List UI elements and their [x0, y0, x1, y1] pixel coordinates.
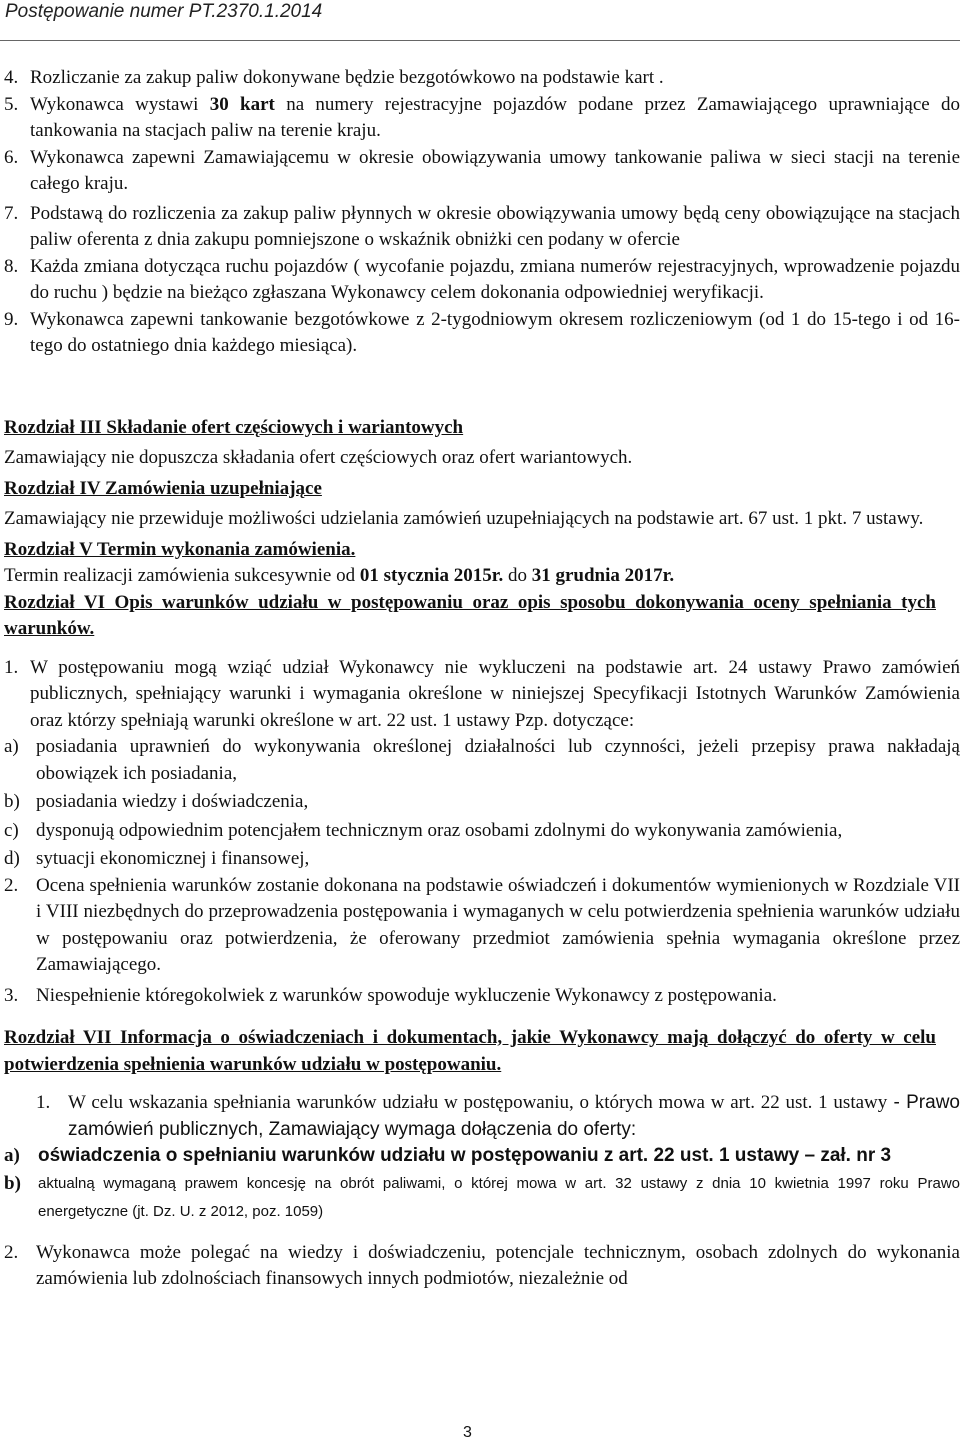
section-6-sub-b: b) posiadania wiedzy i doświadczenia,	[4, 791, 309, 812]
section-6-heading: Rozdział VI Opis warunków udziału w postępowaniu oraz opis sposobu dokonywania oceny spełniania tych warunków.	[4, 591, 936, 639]
section-4-text: Zamawiający nie przewiduje możliwości udzielania zamówień uzupełniających na podstawie art. 67 ust. 1 pkt. 7 ustawy.	[4, 508, 924, 529]
section-5-heading: Rozdział V Termin wykonania zamówienia.	[4, 538, 356, 560]
section-7-heading: Rozdział VII Informacja o oświadczeniach i dokumentach, jakie Wykonawcy mają dołączyć do oferty w celu potwierdzenia spełnienia warunków udziału w postępowaniu.	[4, 1027, 936, 1075]
list-item-4: 4. Rozliczanie za zakup paliw dokonywane będzie bezgotówkowo na podstawie kart .	[4, 67, 664, 88]
section-5-text: Termin realizacji zamówienia sukcesywnie od 01 stycznia 2015r. do 31 grudnia 2017r.	[4, 565, 675, 586]
section-7-point-1: 1. W celu wskazania spełniania warunków udziału w postępowaniu, o których mowa w art. 22 ust. 1 ustawy - Prawo zamówień publicznych, Zamawiający wymaga dołączenia do oferty:	[36, 1092, 960, 1140]
section-3-text: Zamawiający nie dopuszcza składania ofert częściowych oraz ofert wariantowych.	[4, 447, 633, 468]
section-7-item-a: a) oświadczenia o spełnianiu warunków udziału w postępowaniu z art. 22 ust. 1 ustawy – zał. nr 3	[4, 1145, 892, 1166]
list-item-8: 8. Każda zmiana dotycząca ruchu pojazdów ( wycofanie pojazdu, zmiana numerów rejestracyjnych, wprowadzenie pojazdu do ruchu ) będzie na bieżąco zgłaszana Wykonawcy celem dokonania odpowiedniej weryfikacji.	[4, 255, 960, 303]
section-6-sub-a: a) posiadania uprawnień do wykonywania określonej działalności lub czynności, jeżeli przepisy prawa nakładają obowiązek ich posiadania,	[4, 736, 960, 784]
list-item-9: 9. Wykonawca zapewni tankowanie bezgotówkowe z 2-tygodniowym okresem rozliczeniowym (od 1 do 15-tego i od 16-tego do ostatniego dnia każdego miesiąca).	[4, 308, 960, 356]
document-body	[0, 65, 960, 1293]
list-item-5: 5. Wykonawca wystawi 30 kart na numery rejestracyjne pojazdów podane przez Zamawiającego uprawniające do tankowania na stacjach paliw na terenie kraju.	[4, 93, 960, 141]
page-number: 3	[463, 1424, 472, 1441]
list-item-7: 7. Podstawą do rozliczenia za zakup paliw płynnych w okresie obowiązywania umowy będą ceny obowiązujące na stacjach paliw oferenta z dnia zakupu pomniejszone o wskaźnik obniżki cen podany w ofercie	[4, 202, 960, 250]
section-6-point-1: 1. W postępowaniu mogą wziąć udział Wykonawcy nie wykluczeni na podstawie art. 24 ustawy Prawo zamówień publicznych, spełniający warunki i wymagania określone w niniejszej Specyfikacji Istotnych Warunków Zamówienia oraz którzy spełniają warunki określone w art. 22 ust. 1 ustawy Pzp. dotyczące:	[4, 656, 960, 731]
section-7-point-2: 2. Wykonawca może polegać na wiedzy i doświadczeniu, potencjale technicznym, osobach zdolnych do wykonania zamówienia lub zdolnościach finansowych innych podmiotów, niezależnie od	[4, 1241, 960, 1289]
section-7-item-b: b) aktualną wymaganą prawem koncesję na obrót paliwami, o której mowa w art. 32 ustawy z dnia 10 kwietnia 1997 roku Prawo energetyczne (jt. Dz. U. z 2012, poz. 1059)	[4, 1172, 960, 1220]
list-item-6: 6. Wykonawca zapewni Zamawiającemu w okresie obowiązywania umowy tankowanie paliwa w sieci stacji na terenie całego kraju.	[4, 146, 960, 194]
section-6-point-2: 2. Ocena spełnienia warunków zostanie dokonana na podstawie oświadczeń i dokumentów wymienionych w Rozdziale VII i VIII niezbędnych do przeprowadzenia postępowania i wymaganych w celu potwierdzenia spełnienia warunków udziału w postępowaniu oraz potwierdzenia, że oferowany przedmiot zamówienia spełnia wymagania określone przez Zamawiającego.	[4, 874, 960, 975]
section-6-point-3: 3. Niespełnienie któregokolwiek z warunków spowoduje wykluczenie Wykonawcy z postępowania.	[4, 984, 777, 1006]
header-title: Postępowanie numer PT.2370.1.2014	[5, 1, 323, 22]
section-6-sub-c: c) dysponują odpowiednim potencjałem technicznym oraz osobami zdolnymi do wykonywania zamówienia,	[4, 819, 843, 841]
section-4-heading: Rozdział IV Zamówienia uzupełniające	[4, 477, 322, 499]
section-3-heading: Rozdział III Składanie ofert częściowych i wariantowych	[4, 416, 464, 438]
section-6-sub-d: d) sytuacji ekonomicznej i finansowej,	[4, 848, 310, 869]
page-header	[0, 0, 960, 41]
